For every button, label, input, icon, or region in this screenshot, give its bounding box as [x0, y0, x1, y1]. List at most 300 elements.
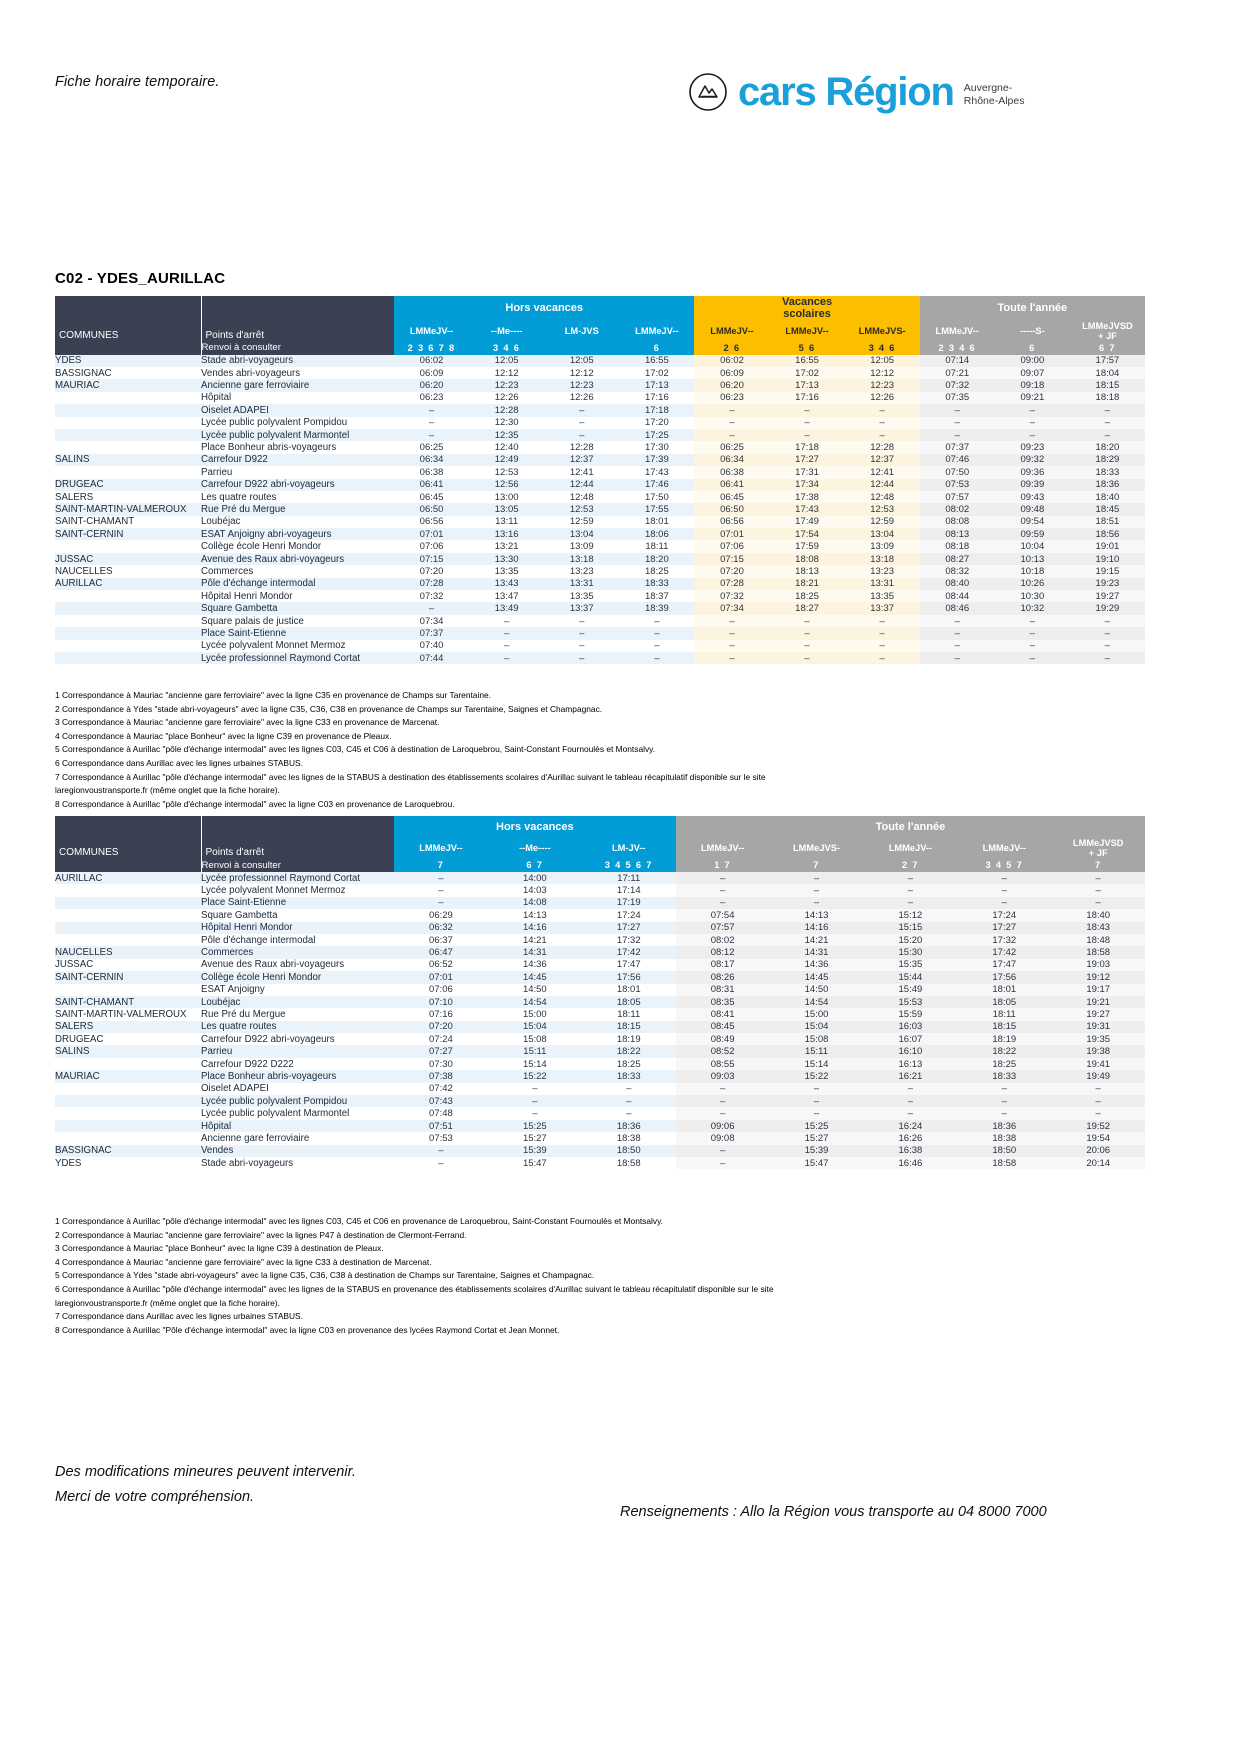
table-row	[55, 355, 1145, 367]
departure-time: 18:39	[619, 602, 694, 614]
departure-time: 12:59	[544, 516, 619, 528]
renvoi-codes: 3 4 6	[469, 341, 544, 355]
departure-time: 15:44	[863, 971, 957, 983]
departure-time: 16:10	[863, 1045, 957, 1057]
departure-time: 18:01	[957, 984, 1051, 996]
departure-time: –	[394, 1157, 488, 1169]
stop-name: Oiselet ADAPEI	[201, 404, 394, 416]
departure-time: 17:42	[957, 946, 1051, 958]
departure-time: 09:59	[995, 528, 1070, 540]
commune-name: SAINT-MARTIN-VALMEROUX	[55, 1008, 201, 1020]
stop-name: Parrieu	[201, 466, 394, 478]
departure-time: 13:00	[469, 491, 544, 503]
departure-time: 13:47	[469, 590, 544, 602]
departure-time: 17:47	[582, 959, 676, 971]
departure-time: 15:11	[488, 1045, 582, 1057]
stop-name: Collège école Henri Mondor	[201, 971, 394, 983]
table-row	[55, 934, 1145, 946]
commune-name	[55, 602, 201, 614]
header-stops	[201, 296, 394, 341]
commune-name	[55, 417, 201, 429]
departure-time: –	[394, 884, 488, 896]
renvoi-codes: 3 4 5 6 7	[582, 858, 676, 872]
departure-time: 14:03	[488, 884, 582, 896]
departure-time: 07:37	[920, 441, 995, 453]
departure-time: 07:38	[394, 1070, 488, 1082]
departure-time: –	[394, 872, 488, 884]
service-days-header: --Me----	[488, 838, 582, 858]
renvoi-codes: 3 4 6	[845, 341, 920, 355]
renvoi-codes: 7	[394, 858, 488, 872]
departure-time: –	[1051, 1083, 1145, 1095]
footnote: 1 Correspondance à Aurillac "pôle d'échange intermodal" avec les lignes C03, C45 et C06 en provenance de Laroquebrou, Saint-Constant Fournoulès et Montsalvy.	[55, 1216, 663, 1226]
logo-subtitle	[964, 82, 1025, 112]
departure-time: 14:54	[488, 996, 582, 1008]
stop-name: Place Bonheur abris-voyageurs	[201, 1070, 394, 1082]
table-row	[55, 441, 1145, 453]
departure-time: 06:29	[394, 909, 488, 921]
departure-time: 06:41	[694, 479, 769, 491]
table-row	[55, 897, 1145, 909]
departure-time: –	[469, 640, 544, 652]
commune-name	[55, 615, 201, 627]
table-row	[55, 1070, 1145, 1082]
departure-time: 17:56	[957, 971, 1051, 983]
departure-time: 15:04	[770, 1021, 864, 1033]
departure-time: –	[582, 1095, 676, 1107]
departure-time: 07:20	[694, 565, 769, 577]
commune-name	[55, 1132, 201, 1144]
departure-time: 08:12	[676, 946, 770, 958]
departure-time: 14:31	[488, 946, 582, 958]
departure-time: 17:30	[619, 441, 694, 453]
table-row	[55, 553, 1145, 565]
departure-time: –	[394, 404, 469, 416]
departure-time: 18:40	[1070, 491, 1145, 503]
departure-time: 07:21	[920, 367, 995, 379]
departure-time: –	[770, 652, 845, 664]
departure-time: 07:53	[394, 1132, 488, 1144]
footnote: 4 Correspondance à Mauriac "place Bonheur" avec la ligne C39 en provenance de Pleaux.	[55, 730, 392, 741]
table-row	[55, 1095, 1145, 1107]
departure-time: –	[488, 1095, 582, 1107]
service-days-header: LMMeJV--	[920, 321, 995, 341]
departure-time: 08:18	[920, 540, 995, 552]
departure-time: –	[582, 1083, 676, 1095]
footnote: 5 Correspondance à Aurillac "pôle d'échange intermodal" avec les lignes C03, C45 et C06 à destination de Laroquebrou, Saint-Constant Fournoulès et Montsalvy.	[55, 744, 656, 755]
commune-name: SAINT-CERNIN	[55, 528, 201, 540]
commune-name: MAURIAC	[55, 379, 201, 391]
departure-time: –	[619, 652, 694, 664]
departure-time: 17:57	[1070, 355, 1145, 367]
departure-time: 08:31	[676, 984, 770, 996]
departure-time: 12:53	[544, 503, 619, 515]
departure-time: 18:19	[957, 1033, 1051, 1045]
logo-subtitle-line2: Rhône-Alpes	[963, 94, 1025, 107]
departure-time: 17:13	[770, 379, 845, 391]
departure-time: –	[1051, 872, 1145, 884]
departure-time: –	[770, 897, 864, 909]
departure-time: –	[920, 640, 995, 652]
departure-time: 15:39	[770, 1145, 864, 1157]
departure-time: 19:41	[1051, 1058, 1145, 1070]
commune-name: SALINS	[55, 1045, 201, 1057]
departure-time: 13:18	[845, 553, 920, 565]
departure-time: 07:50	[920, 466, 995, 478]
departure-time: 19:17	[1051, 984, 1145, 996]
departure-time: 07:28	[694, 578, 769, 590]
departure-time: 07:44	[394, 652, 469, 664]
temporary-schedule-note: Fiche horaire temporaire.	[55, 74, 220, 90]
departure-time: 06:25	[394, 441, 469, 453]
departure-time: –	[394, 1145, 488, 1157]
departure-time: 18:11	[582, 1008, 676, 1020]
departure-time: 09:07	[995, 367, 1070, 379]
departure-time: 18:11	[957, 1008, 1051, 1020]
stop-name: Vendes abri-voyageurs	[201, 367, 394, 379]
departure-time: 15:27	[488, 1132, 582, 1144]
commune-name: JUSSAC	[55, 959, 201, 971]
stop-name: Lycée public polyvalent Pompidou	[201, 1095, 394, 1107]
departure-time: 13:35	[845, 590, 920, 602]
departure-time: –	[863, 1095, 957, 1107]
footnote: 6 Correspondance dans Aurillac avec les lignes urbaines STABUS.	[55, 758, 303, 769]
departure-time: 06:37	[394, 934, 488, 946]
departure-time: 07:32	[394, 590, 469, 602]
table-row	[55, 491, 1145, 503]
stop-name: Avenue des Raux abri-voyageurs	[201, 959, 394, 971]
departure-time: 13:23	[845, 565, 920, 577]
departure-time: 09:21	[995, 392, 1070, 404]
service-days-header: LMMeJV--	[694, 321, 769, 341]
departure-time: 09:08	[676, 1132, 770, 1144]
departure-time: –	[544, 615, 619, 627]
departure-time: 14:36	[488, 959, 582, 971]
table-row	[55, 1083, 1145, 1095]
departure-time: 08:44	[920, 590, 995, 602]
departure-time: 18:38	[957, 1132, 1051, 1144]
departure-time: 15:14	[488, 1058, 582, 1070]
stop-name: Rue Pré du Mergue	[201, 503, 394, 515]
footnote: 8 Correspondance à Aurillac "Pôle d'échange intermodal" avec la ligne C03 en provenance des lycées Raymond Cortat et Jean Monnet.	[55, 1324, 560, 1335]
table-row	[55, 1120, 1145, 1132]
departure-time: –	[676, 1157, 770, 1169]
departure-time: 19:38	[1051, 1045, 1145, 1057]
departure-time: 06:41	[394, 479, 469, 491]
service-days-header: LM-JVS	[544, 321, 619, 341]
stop-name: Lycée polyvalent Monnet Mermoz	[201, 884, 394, 896]
departure-time: 16:21	[863, 1070, 957, 1082]
departure-time: –	[676, 1095, 770, 1107]
table-row	[55, 1107, 1145, 1119]
footnote: laregionvoustransporte.fr (même onglet que la fiche horaire).	[55, 1297, 280, 1308]
departure-time: 08:55	[676, 1058, 770, 1070]
period-group-header: Vacances scolaires	[694, 296, 919, 321]
departure-time: 07:10	[394, 996, 488, 1008]
departure-time: 18:36	[957, 1120, 1051, 1132]
stop-name: Loubéjac	[201, 996, 394, 1008]
departure-time: 17:27	[770, 454, 845, 466]
departure-time: 14:31	[770, 946, 864, 958]
renvoi-codes: 6 7	[1070, 341, 1145, 355]
departure-time: 15:11	[770, 1045, 864, 1057]
stop-name: Oiselet ADAPEI	[201, 1083, 394, 1095]
departure-time: 07:42	[394, 1083, 488, 1095]
stop-name: Carrefour D922 D222	[201, 1058, 394, 1070]
table-row	[55, 1058, 1145, 1070]
renvoi-codes: 1 7	[676, 858, 770, 872]
departure-time: 14:36	[770, 959, 864, 971]
stop-name: Lycée professionnel Raymond Cortat	[201, 652, 394, 664]
commune-name: YDES	[55, 355, 201, 367]
departure-time: 07:20	[394, 565, 469, 577]
table-row	[55, 1132, 1145, 1144]
departure-time: 18:11	[619, 540, 694, 552]
departure-time: 08:27	[920, 553, 995, 565]
departure-time: 17:42	[582, 946, 676, 958]
departure-time: 17:24	[582, 909, 676, 921]
departure-time: 06:23	[394, 392, 469, 404]
departure-time: 18:21	[770, 578, 845, 590]
period-group-header: Hors vacances	[394, 816, 676, 838]
cars-region-logo	[688, 72, 1024, 112]
departure-time: 18:25	[582, 1058, 676, 1070]
departure-time: 09:43	[995, 491, 1070, 503]
footnote: 2 Correspondance à Mauriac "ancienne gare ferroviaire" avec la lignes P47 à destination de Clermont-Ferrand.	[55, 1229, 467, 1240]
departure-time: 18:15	[1070, 379, 1145, 391]
departure-time: 07:48	[394, 1107, 488, 1119]
footer-disclaimer	[55, 1460, 356, 1511]
departure-time: 14:21	[488, 934, 582, 946]
departure-time: 09:48	[995, 503, 1070, 515]
departure-time: 17:59	[770, 540, 845, 552]
departure-time: 09:39	[995, 479, 1070, 491]
stop-name: Place Saint-Etienne	[201, 627, 394, 639]
renvoi-codes: 2 6	[694, 341, 769, 355]
table-row	[55, 1157, 1145, 1169]
departure-time: –	[1070, 417, 1145, 429]
departure-time: 18:01	[619, 516, 694, 528]
departure-time: 17:18	[619, 404, 694, 416]
departure-time: –	[920, 429, 995, 441]
departure-time: 18:20	[1070, 441, 1145, 453]
departure-time: 14:00	[488, 872, 582, 884]
departure-time: 17:16	[619, 392, 694, 404]
stop-name: Place Saint-Etienne	[201, 897, 394, 909]
departure-time: 12:59	[845, 516, 920, 528]
table-row	[55, 479, 1145, 491]
departure-time: 13:04	[845, 528, 920, 540]
service-days-header: LMMeJVSD + JF	[1070, 321, 1145, 341]
stop-name: Hôpital	[201, 392, 394, 404]
departure-time: –	[863, 897, 957, 909]
table-row	[55, 1145, 1145, 1157]
departure-time: –	[957, 884, 1051, 896]
departure-time: –	[676, 1107, 770, 1119]
table-row	[55, 872, 1145, 884]
departure-time: –	[694, 640, 769, 652]
departure-time: 08:40	[920, 578, 995, 590]
departure-time: 20:06	[1051, 1145, 1145, 1157]
renvoi-codes	[544, 341, 619, 355]
commune-name: AURILLAC	[55, 578, 201, 590]
departure-time: 15:00	[488, 1008, 582, 1020]
footnote: 8 Correspondance à Aurillac "pôle d'échange intermodal" avec la ligne C03 en provenance de Laroquebrou.	[55, 798, 455, 809]
departure-time: 13:37	[845, 602, 920, 614]
departure-time: 13:16	[469, 528, 544, 540]
stop-name: Hôpital	[201, 1120, 394, 1132]
departure-time: 07:30	[394, 1058, 488, 1070]
departure-time: 12:49	[469, 454, 544, 466]
header-stops-label: Points d'arrêt	[205, 329, 265, 341]
stop-name: Loubéjac	[201, 516, 394, 528]
departure-time: 17:55	[619, 503, 694, 515]
table-row	[55, 379, 1145, 391]
departure-time: 15:12	[863, 909, 957, 921]
departure-time: 15:15	[863, 922, 957, 934]
service-days-header: LMMeJV--	[394, 321, 469, 341]
departure-time: 15:35	[863, 959, 957, 971]
departure-time: 18:06	[619, 528, 694, 540]
stop-name: Square palais de justice	[201, 615, 394, 627]
renvoi-label: Renvoi à consulter	[201, 341, 394, 355]
departure-time: –	[544, 652, 619, 664]
stop-name: Stade abri-voyageurs	[201, 355, 394, 367]
departure-time: 10:04	[995, 540, 1070, 552]
departure-time: 18:18	[1070, 392, 1145, 404]
commune-name: BASSIGNAC	[55, 367, 201, 379]
stop-name: Hôpital Henri Mondor	[201, 590, 394, 602]
departure-time: –	[488, 1083, 582, 1095]
departure-time: 07:35	[920, 392, 995, 404]
departure-time: –	[676, 1083, 770, 1095]
table-row	[55, 528, 1145, 540]
departure-time: 19:15	[1070, 565, 1145, 577]
departure-time: 15:39	[488, 1145, 582, 1157]
departure-time: –	[694, 652, 769, 664]
departure-time: 18:22	[957, 1045, 1051, 1057]
departure-time: 18:40	[1051, 909, 1145, 921]
footer-contact: Renseignements : Allo la Région vous transporte au 04 8000 7000	[620, 1504, 1047, 1520]
header-stops	[201, 816, 394, 858]
departure-time: 17:27	[582, 922, 676, 934]
departure-time: –	[863, 1083, 957, 1095]
departure-time: 14:54	[770, 996, 864, 1008]
departure-time: –	[770, 1095, 864, 1107]
departure-time: 17:20	[619, 417, 694, 429]
departure-time: 06:09	[394, 367, 469, 379]
departure-time: 12:23	[845, 379, 920, 391]
departure-time: 12:44	[544, 479, 619, 491]
departure-time: 13:09	[845, 540, 920, 552]
departure-time: 19:01	[1070, 540, 1145, 552]
departure-time: 07:57	[676, 922, 770, 934]
commune-name	[55, 884, 201, 896]
departure-time: 14:50	[770, 984, 864, 996]
departure-time: –	[770, 404, 845, 416]
commune-name: JUSSAC	[55, 553, 201, 565]
departure-time: 17:34	[770, 479, 845, 491]
departure-time: –	[770, 429, 845, 441]
departure-time: 08:52	[676, 1045, 770, 1057]
departure-time: –	[694, 417, 769, 429]
departure-time: 06:52	[394, 959, 488, 971]
stop-name: Vendes	[201, 1145, 394, 1157]
departure-time: –	[1051, 884, 1145, 896]
departure-time: 18:58	[582, 1157, 676, 1169]
departure-time: 06:20	[694, 379, 769, 391]
timetable-outbound	[55, 296, 1145, 664]
departure-time: 07:32	[694, 590, 769, 602]
departure-time: –	[544, 429, 619, 441]
departure-time: 07:15	[694, 553, 769, 565]
departure-time: 10:32	[995, 602, 1070, 614]
departure-time: 14:45	[488, 971, 582, 983]
departure-time: –	[920, 615, 995, 627]
departure-time: 15:25	[770, 1120, 864, 1132]
departure-time: 17:46	[619, 479, 694, 491]
departure-time: 14:16	[770, 922, 864, 934]
departure-time: –	[845, 417, 920, 429]
departure-time: –	[995, 627, 1070, 639]
renvoi-codes: 7	[770, 858, 864, 872]
departure-time: 18:33	[1070, 466, 1145, 478]
table-row	[55, 615, 1145, 627]
departure-time: 06:09	[694, 367, 769, 379]
departure-time: –	[394, 429, 469, 441]
departure-time: 06:25	[694, 441, 769, 453]
departure-time: 09:18	[995, 379, 1070, 391]
departure-time: 08:45	[676, 1021, 770, 1033]
departure-time: 07:51	[394, 1120, 488, 1132]
departure-time: –	[845, 627, 920, 639]
table-row	[55, 946, 1145, 958]
departure-time: 17:43	[619, 466, 694, 478]
table-row	[55, 565, 1145, 577]
departure-time: 07:01	[694, 528, 769, 540]
departure-time: 15:08	[488, 1033, 582, 1045]
renvoi-codes: 2 7	[863, 858, 957, 872]
departure-time: 17:19	[582, 897, 676, 909]
departure-time: 12:37	[845, 454, 920, 466]
departure-time: 14:45	[770, 971, 864, 983]
stop-name: Lycée professionnel Raymond Cortat	[201, 872, 394, 884]
departure-time: 07:32	[920, 379, 995, 391]
departure-time: –	[544, 404, 619, 416]
footnote: 5 Correspondance à Ydes "stade abri-voyageurs" avec la ligne C35, C36, C38 à destination de Champs sur Tarentaine, Saignes et Champagnac.	[55, 1270, 595, 1281]
service-days-header: LMMeJV--	[676, 838, 770, 858]
departure-time: 13:05	[469, 503, 544, 515]
commune-name	[55, 540, 201, 552]
departure-time: 17:24	[957, 909, 1051, 921]
commune-name: BASSIGNAC	[55, 1145, 201, 1157]
departure-time: 12:48	[544, 491, 619, 503]
departure-time: 17:32	[582, 934, 676, 946]
departure-time: 07:37	[394, 627, 469, 639]
logo-subtitle-line1: Auvergne-	[963, 82, 1013, 95]
mountain-circle-icon	[688, 72, 728, 112]
departure-time: –	[957, 872, 1051, 884]
footnote: 7 Correspondance dans Aurillac avec les lignes urbaines STABUS.	[55, 1311, 303, 1322]
departure-time: –	[394, 417, 469, 429]
renvoi-spacer	[55, 858, 201, 872]
commune-name	[55, 1058, 201, 1070]
departure-time: 10:13	[995, 553, 1070, 565]
commune-name: SAINT-MARTIN-VALMEROUX	[55, 503, 201, 515]
departure-time: 18:58	[1051, 946, 1145, 958]
stop-name: Carrefour D922	[201, 454, 394, 466]
commune-name: DRUGEAC	[55, 1033, 201, 1045]
